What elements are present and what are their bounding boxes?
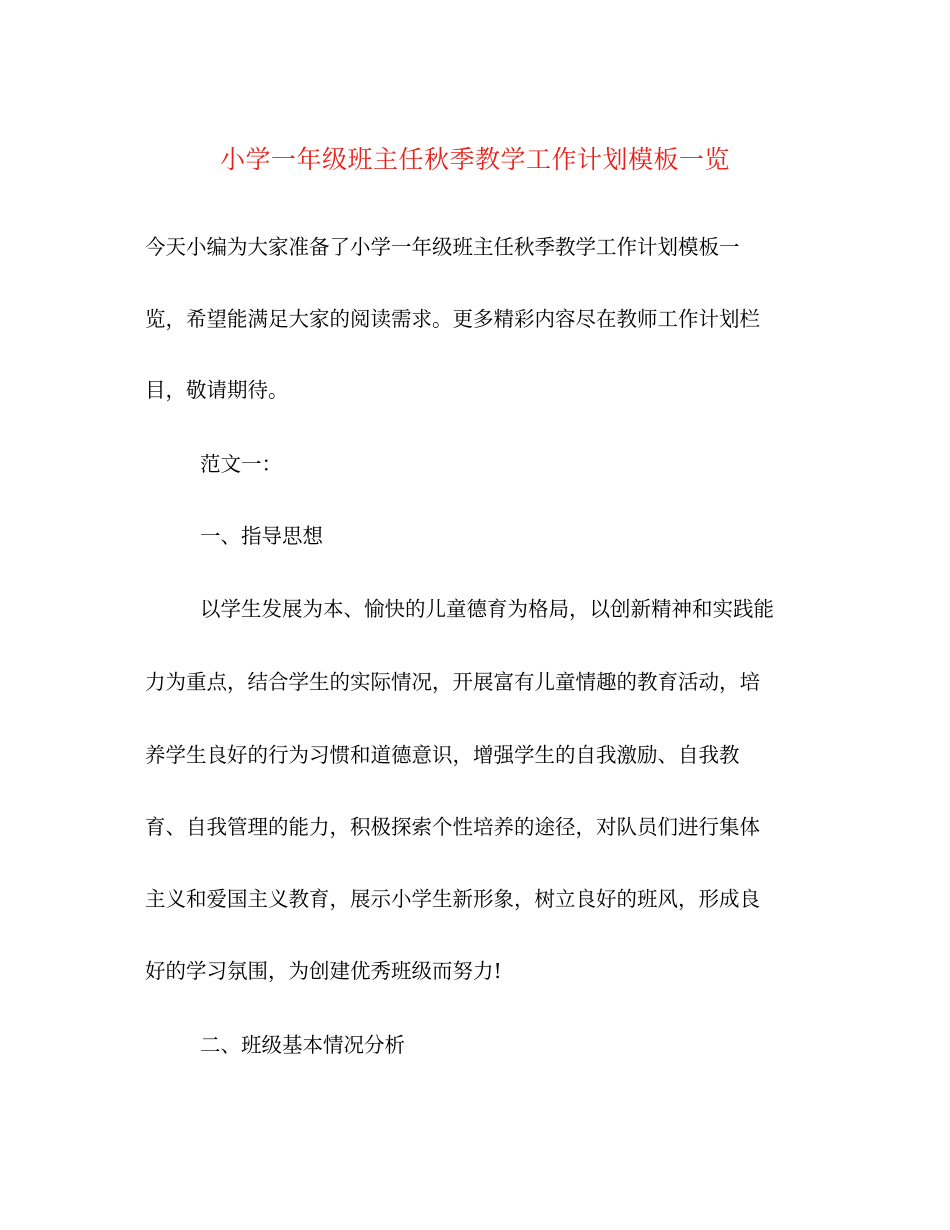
intro-line-2: 览，希望能满足大家的阅读需求。更多精彩内容尽在教师工作计划栏 (145, 307, 760, 331)
paragraph-line-5: 主义和爱国主义教育，展示小学生新形象，树立良好的班风，形成良 (145, 887, 760, 911)
sample-heading: 范文一： (200, 452, 282, 476)
intro-line-1: 今天小编为大家准备了小学一年级班主任秋季教学工作计划模板一 (145, 235, 740, 259)
document-title: 小学一年级班主任秋季教学工作计划模板一览 (219, 145, 730, 174)
intro-line-3: 目，敬请期待。 (145, 378, 289, 402)
paragraph-line-6: 好的学习氛围，为创建优秀班级而努力! (145, 959, 502, 983)
paragraph-line-1: 以学生发展为本、愉快的儿童德育为格局，以创新精神和实践能 (200, 597, 774, 621)
paragraph-line-3: 养学生良好的行为习惯和道德意识，增强学生的自我激励、自我教 (145, 743, 740, 767)
section-heading-2: 二、班级基本情况分析 (200, 1033, 405, 1057)
paragraph-line-4: 育、自我管理的能力，积极探索个性培养的途径，对队员们进行集体 (145, 815, 760, 839)
paragraph-line-2: 力为重点，结合学生的实际情况，开展富有儿童情趣的教育活动，培 (145, 670, 760, 694)
section-heading-1: 一、指导思想 (200, 524, 323, 548)
